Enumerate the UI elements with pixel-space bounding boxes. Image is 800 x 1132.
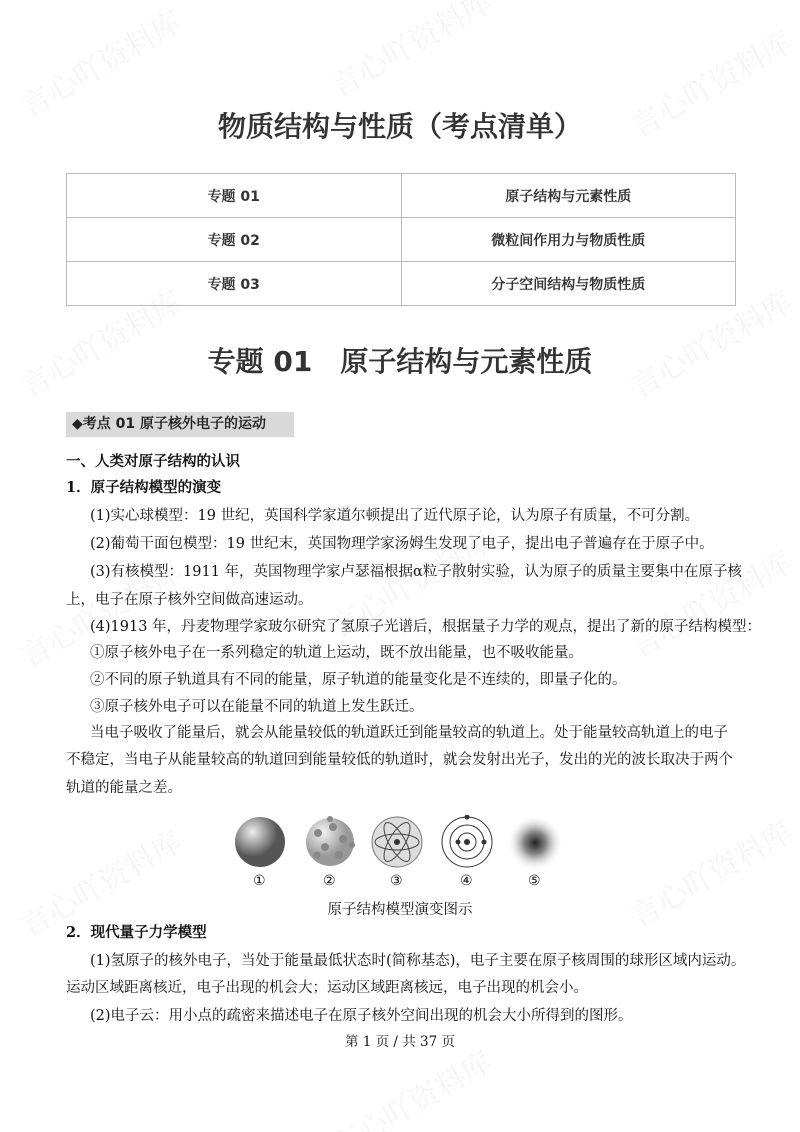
section-title: 专题 01 原子结构与元素性质 — [207, 345, 593, 378]
plum-pudding-model-image — [303, 815, 357, 869]
paragraph-line: (1)氢原子的核外电子，当处于能量最低状态时(简称基态)，电子主要在原子核周围的球形区域内运动。 — [90, 953, 746, 969]
document-title: 物质结构与性质（考点清单） — [217, 110, 582, 143]
paragraph-line: (2)电子云：用小点的疏密来描述电子在原子核外空间出现的机会大小所得到的图形。 — [90, 1008, 633, 1024]
watermark — [321, 1038, 499, 1132]
paragraph-line: (3)有核模型：1911 年，英国物理学家卢瑟福根据α粒子散射实验，认为原子的质量主要集中在原子核 — [90, 564, 742, 580]
figure-caption: 原子结构模型演变图示 — [327, 902, 473, 918]
figure-label: ③ — [390, 873, 403, 889]
paragraph-line: (1)实心球模型：19 世纪，英国科学家道尔顿提出了近代原子论，认为原子有质量，不可分割。 — [90, 508, 700, 524]
paragraph-line: 当电子吸收了能量后，就会从能量较低的轨道跃迁到能量较高的轨道上。处于能量较高轨道上的电子 — [90, 725, 728, 741]
paragraph-line: 轨道的能量之差。 — [66, 780, 182, 796]
electron-cloud-model-image — [505, 815, 565, 871]
topic-number: 专题 02 — [67, 218, 402, 262]
paragraph-line: ③原子核外电子可以在能量不同的轨道上发生跃迁。 — [90, 699, 424, 715]
figure-label: ⑤ — [528, 873, 541, 889]
topic-name: 分子空间结构与物质性质 — [401, 262, 736, 306]
paragraph-line: 运动区域距离核近，电子出现的机会大；运动区域距离核远，电子出现的机会小。 — [66, 980, 588, 996]
bohr-model-image — [440, 815, 494, 869]
topic-name: 微粒间作用力与物质性质 — [401, 218, 736, 262]
paragraph-line: (4)1913 年，丹麦物理学家玻尔研究了氢原子光谱后，根据量子力学的观点，提出了新的原子结构模型： — [90, 619, 762, 635]
topic-number: 专题 03 — [67, 262, 402, 306]
paragraph-line: ①原子核外电子在一系列稳定的轨道上运动，既不放出能量，也不吸收能量。 — [90, 645, 583, 661]
paragraph-line: ②不同的原子轨道具有不同的能量，原子轨道的能量变化是不连续的，即量子化的。 — [90, 672, 627, 688]
figure-label: ① — [253, 873, 266, 889]
keypoint-heading: ◆考点 01 原子核外电子的运动 — [66, 412, 294, 437]
topic-number: 专题 01 — [67, 174, 402, 218]
subheading: 一、人类对原子结构的认识 — [66, 453, 240, 470]
solid-sphere-model-image — [233, 815, 287, 869]
table-row — [67, 262, 736, 306]
subheading: 2．现代量子力学模型 — [66, 924, 207, 941]
figure-label: ④ — [460, 873, 473, 889]
figure-label: ② — [323, 873, 336, 889]
paragraph-line: (2)葡萄干面包模型：19 世纪末，英国物理学家汤姆生发现了电子，提出电子普遍存在于原子中。 — [90, 536, 714, 552]
watermark — [321, 0, 499, 106]
paragraph-line: 上，电子在原子核外空间做高速运动。 — [66, 592, 313, 608]
topic-name: 原子结构与元素性质 — [401, 174, 736, 218]
page-number-footer: 第 1 页 / 共 37 页 — [344, 1034, 456, 1050]
nuclear-model-image — [370, 815, 424, 869]
table-row — [67, 174, 736, 218]
table-row — [67, 218, 736, 262]
paragraph-line: 不稳定，当电子从能量较高的轨道回到能量较低的轨道时，就会发射出光子，发出的光的波长取决于两个 — [66, 752, 733, 768]
subheading: 1．原子结构模型的演变 — [66, 479, 222, 496]
topic-table — [66, 173, 736, 306]
